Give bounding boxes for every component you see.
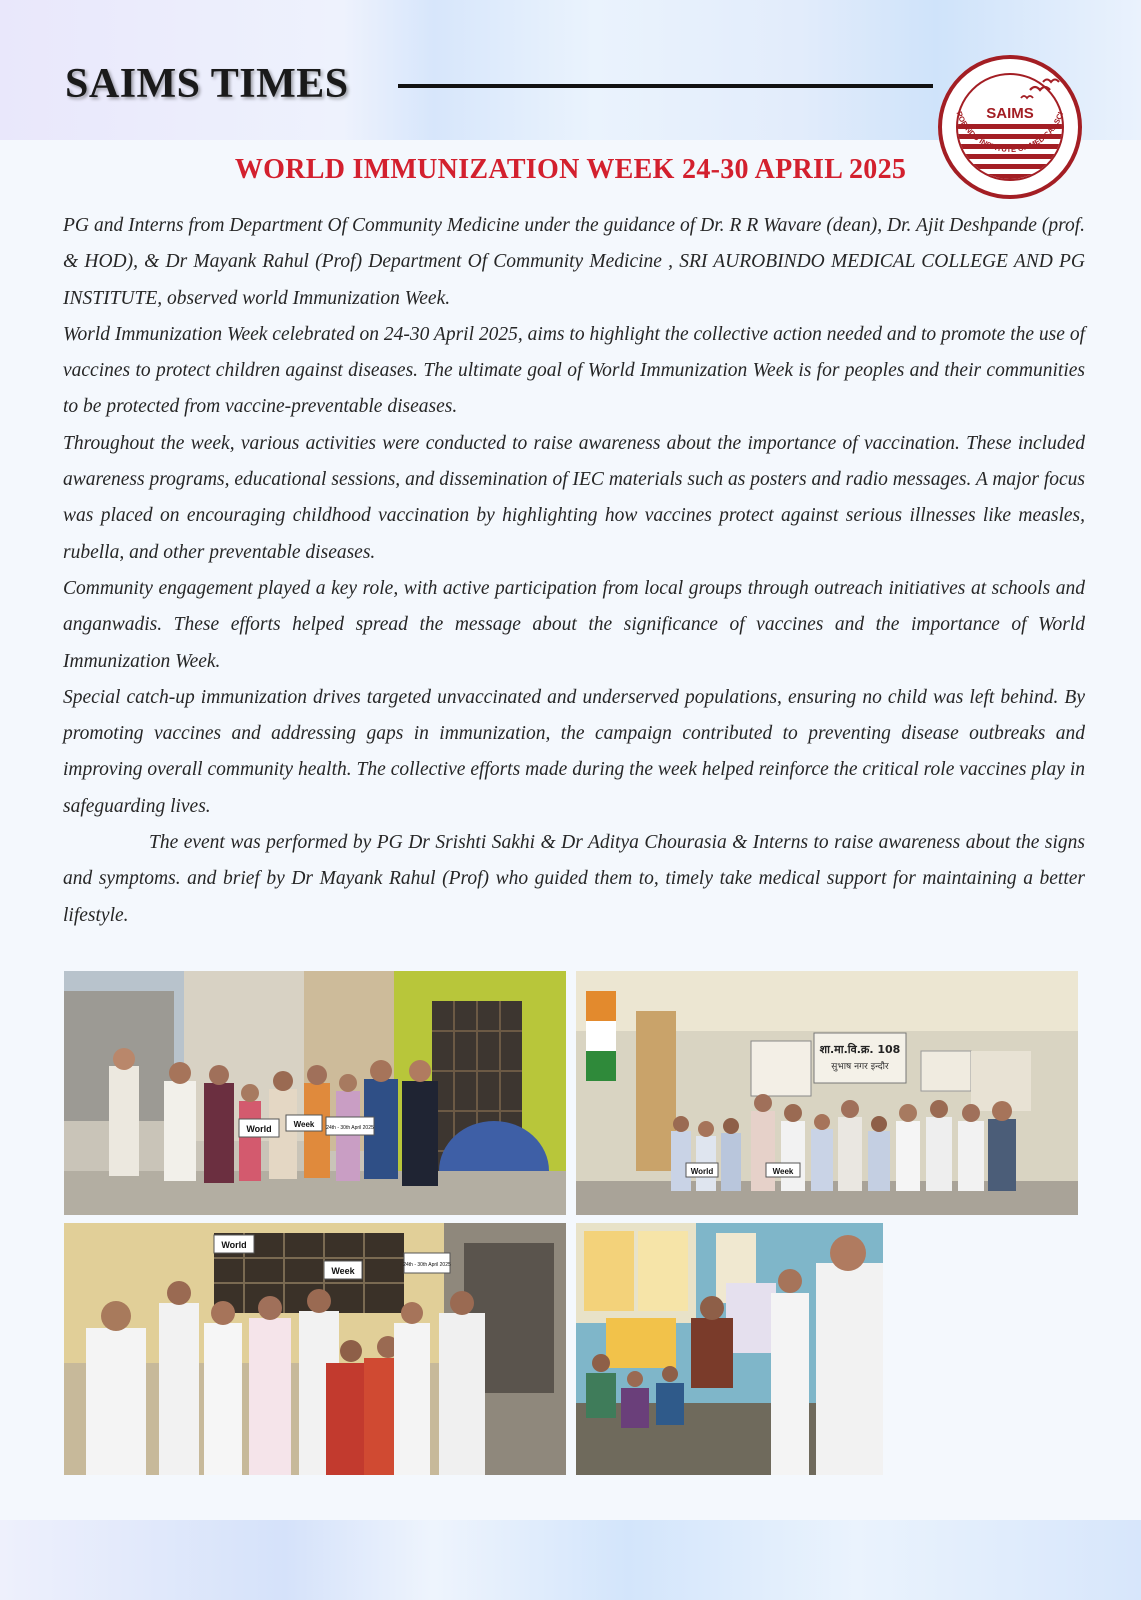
placard-text: World [246, 1124, 272, 1134]
photo-anganwadi-session [576, 1223, 883, 1475]
board-title: शा.मा.वि.क्र. 108 [819, 1043, 901, 1056]
logo-ring-text: ROBINDO INSTITUTE OF MEDICAL SCI [954, 110, 1066, 154]
article-paragraph: The event was performed by PG Dr Srishti Sakhi & Dr Aditya Chourasia & Interns to raise awareness about the signs and symptoms. and brief by Dr Mayank Rahul (Prof) who guided them to, timely take medical support for maintaining a better lifestyle. [63, 832, 1085, 926]
article-paragraph: Throughout the week, various activities were conducted to raise awareness about the importance of vaccination. These included awareness programs, educational sessions, and dissemination of IEC materials such as posters and radio messages. A major focus was placed on encouraging childhood vaccination by highlighting how vaccines protect against serious illnesses like measles, rubella, and other preventable diseases. [63, 432, 1085, 563]
board-subtitle: सुभाष नगर इन्दौर [831, 1062, 889, 1072]
article-paragraph: World Immunization Week celebrated on 24-30 April 2025, aims to highlight the collective action needed and to promote the use of vaccines to protect children against diseases. The ultimate goal of World Immunization Week is for peoples and their communities to be protected from vaccine-preventable diseases. [63, 323, 1085, 418]
photo-interns-group [64, 1223, 566, 1475]
article-paragraph: Special catch-up immunization drives targeted unvaccinated and underserved populations, ensuring no child was left behind. By promoting vaccines and addressing gaps in immunization, the campaign contributed to preventing disease outbreaks and improving overall community health. The collective efforts made during the week helped reinforce the critical role vaccines play in safeguarding lives. [63, 686, 1085, 817]
placard-text: World [221, 1240, 247, 1250]
article-paragraph: Community engagement played a key role, with active participation from local groups through outreach initiatives at schools and anganwadis. These efforts helped spread the message about the significance of vaccines and the importance of World Immunization Week. [63, 577, 1085, 672]
placard-text: 24th - 30th April 2025 [403, 1262, 451, 1268]
newsletter-masthead: SAIMS TIMES [65, 61, 349, 107]
article-body [63, 208, 1085, 934]
placard-text: 24th - 30th April 2025 [326, 1125, 374, 1131]
article-paragraph: PG and Interns from Department Of Community Medicine under the guidance of Dr. R R Wavare (dean), Dr. Ajit Deshpande (prof. & HOD), & Dr Mayank Rahul (Prof) Department Of Community Medicine , SRI AUROBINDO MEDICAL COLLEGE AND PG INSTITUTE, observed world Immunization Week. [63, 215, 1085, 309]
photo-street-outreach [64, 971, 566, 1215]
placard-text: Week [331, 1266, 355, 1276]
footer-band [0, 1520, 1141, 1600]
placard-text: World [690, 1167, 714, 1176]
placard-text: Week [772, 1167, 794, 1176]
masthead-rule [398, 84, 933, 88]
logo-abbr: SAIMS [986, 105, 1034, 122]
placard-text: Week [293, 1120, 315, 1129]
article-headline: WORLD IMMUNIZATION WEEK 24-30 APRIL 2025 [234, 154, 907, 185]
photo-school-group [576, 971, 1078, 1215]
